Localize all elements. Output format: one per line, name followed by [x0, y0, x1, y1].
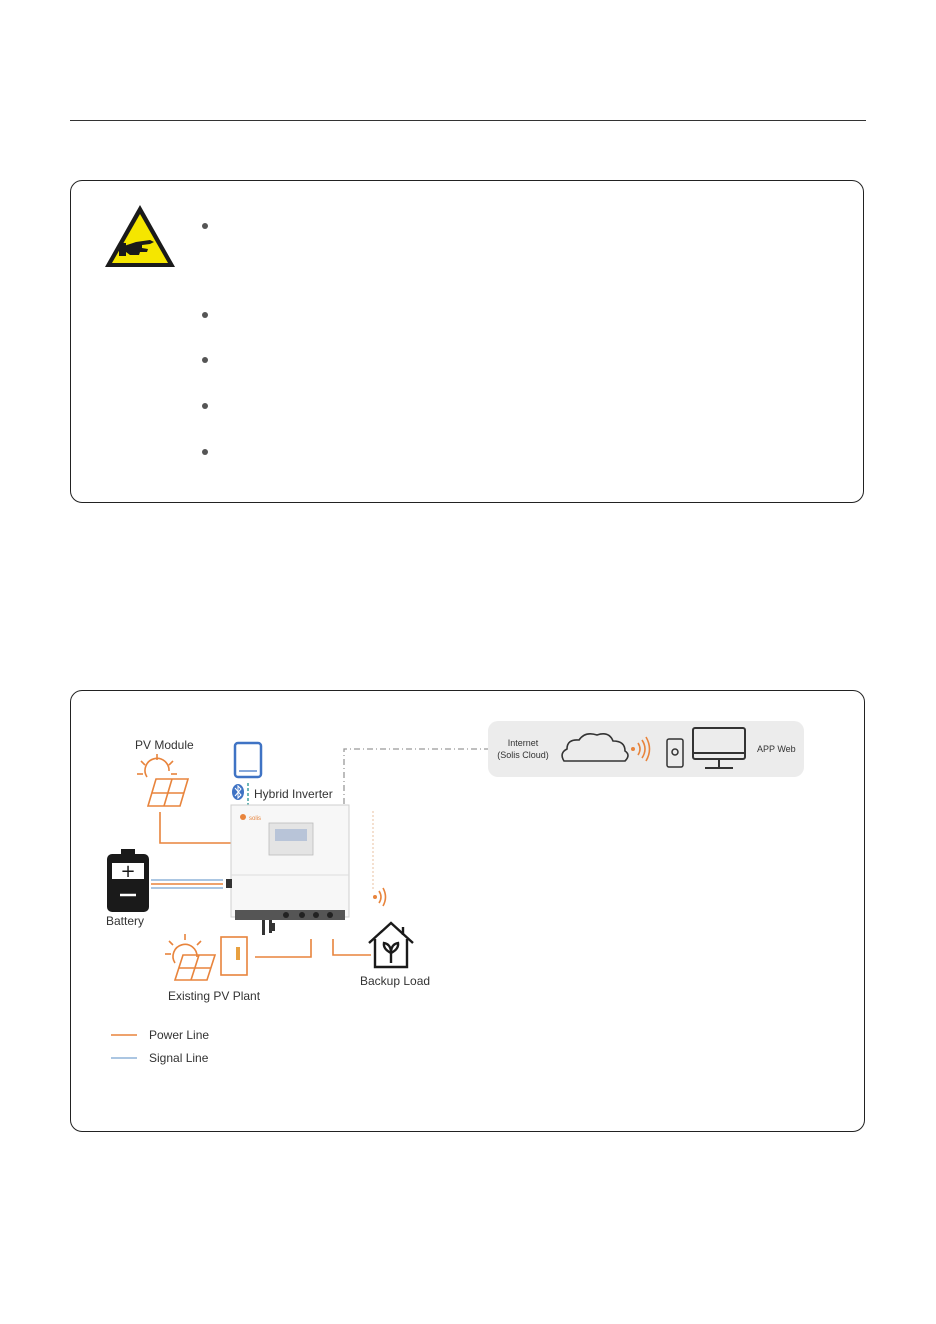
bluetooth-icon [232, 784, 244, 800]
inverter-brand: solis [249, 816, 262, 822]
battery-label: Battery [106, 914, 145, 928]
existing-solar-panel-icon [175, 955, 215, 980]
backup-load-label: Backup Load [360, 974, 431, 988]
existing-pv-power-line [255, 939, 311, 957]
hybrid-inverter-unit [226, 805, 349, 935]
solar-panel-icon [148, 779, 188, 806]
internet-label: Internet [507, 738, 539, 748]
app-web-label: APP Web [757, 744, 796, 754]
svg-text:+: + [120, 861, 136, 882]
warning-box [70, 180, 864, 503]
battery-icon [107, 849, 149, 912]
header-rule [70, 120, 866, 121]
bullet-2 [202, 312, 208, 318]
solis-cloud-label: (Solis Cloud) [497, 750, 549, 760]
bullet-3 [202, 357, 208, 363]
pv-inverter-icon [221, 937, 247, 975]
tablet-icon [235, 743, 261, 777]
warning-hand-icon [102, 202, 178, 270]
diagram-canvas [71, 691, 865, 1132]
house-icon [369, 923, 413, 967]
hybrid-inverter-label: Hybrid Inverter [254, 787, 333, 801]
backup-power-line [333, 939, 371, 955]
internet-signal-line [344, 749, 488, 804]
legend-signal-label: Signal Line [149, 1051, 209, 1065]
legend-power-label: Power Line [149, 1028, 210, 1042]
sun-icon [137, 754, 177, 777]
pv-power-line [160, 812, 231, 843]
pv-module-label: PV Module [135, 738, 194, 752]
system-diagram [70, 690, 865, 1132]
battery-lines [151, 880, 223, 888]
bullet-4 [202, 403, 208, 409]
existing-sun-icon [165, 934, 201, 963]
wifi-icon-house [373, 888, 386, 906]
bullet-5 [202, 449, 208, 455]
bullet-1 [202, 223, 208, 229]
existing-pv-plant-label: Existing PV Plant [168, 989, 261, 1003]
